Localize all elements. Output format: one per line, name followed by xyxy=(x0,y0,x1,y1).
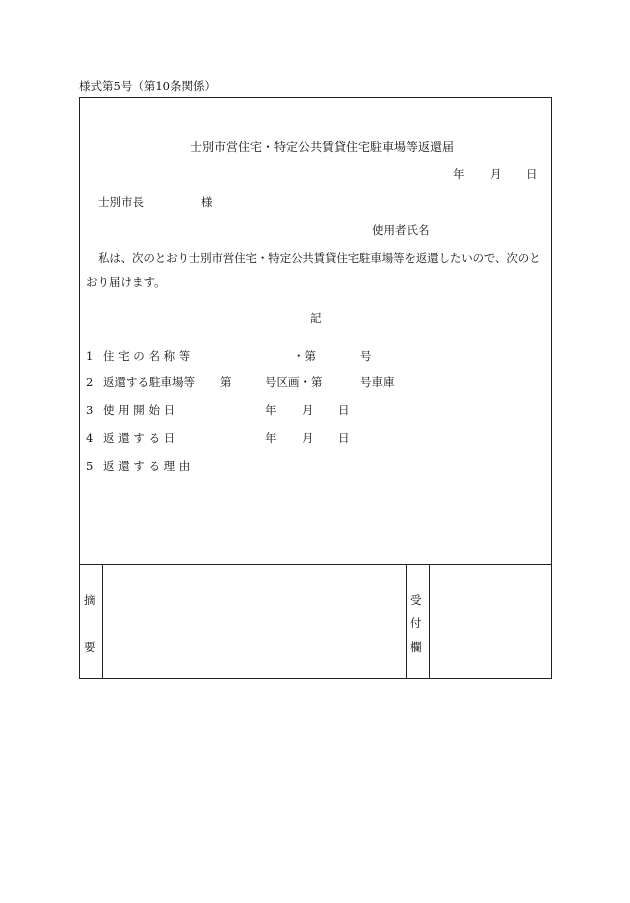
item4-year: 年 xyxy=(265,431,277,445)
item5-number: 5 xyxy=(86,459,94,473)
item1-number: 1 xyxy=(86,349,94,363)
footer-vline-3 xyxy=(429,564,430,678)
footer-divider xyxy=(80,564,551,565)
item4-month: 月 xyxy=(302,431,314,445)
summary-char-2: 要 xyxy=(84,640,96,654)
item2-part2: 号区画・第 xyxy=(265,375,323,389)
body-text-line1: 私は、次のとおり士別市営住宅・特定公共賃貸住宅駐車場等を返還したいので、次のと xyxy=(98,251,541,265)
item5-label: 返 還 す る 理 由 xyxy=(103,459,191,473)
item3-year: 年 xyxy=(265,403,277,417)
item1-part1: ・第 xyxy=(293,349,316,363)
item2-part1: 第 xyxy=(220,375,232,389)
date-day: 日 xyxy=(526,167,538,181)
item3-day: 日 xyxy=(338,403,350,417)
item3-number: 3 xyxy=(86,403,94,417)
body-text-line2: おり届けます。 xyxy=(86,275,166,289)
form-frame xyxy=(79,97,552,679)
reception-char-1: 受 xyxy=(410,593,422,607)
ki-heading: 記 xyxy=(310,311,322,325)
form-number-label: 様式第5号（第10条関係） xyxy=(79,79,216,93)
date-month: 月 xyxy=(490,167,502,181)
form-title: 士別市営住宅・特定公共賃貸住宅駐車場等返還届 xyxy=(190,140,455,154)
addressee-honorific: 様 xyxy=(201,195,213,209)
item3-label: 使 用 開 始 日 xyxy=(103,403,176,417)
item4-day: 日 xyxy=(338,431,350,445)
footer-vline-1 xyxy=(102,564,103,678)
item1-label: 住 宅 の 名 称 等 xyxy=(103,349,191,363)
reception-char-2: 付 xyxy=(410,616,422,630)
summary-char-1: 摘 xyxy=(84,593,96,607)
item4-number: 4 xyxy=(86,431,94,445)
item2-part3: 号車庫 xyxy=(360,375,395,389)
reception-char-3: 欄 xyxy=(410,640,422,654)
date-year: 年 xyxy=(453,167,465,181)
item3-month: 月 xyxy=(302,403,314,417)
footer-vline-2 xyxy=(406,564,407,678)
item2-label: 返還する駐車場等 xyxy=(103,375,195,389)
item1-part2: 号 xyxy=(360,349,372,363)
item2-number: 2 xyxy=(86,375,94,389)
addressee-name: 士別市長 xyxy=(98,195,144,209)
user-name-label: 使用者氏名 xyxy=(372,223,430,237)
item4-label: 返 還 す る 日 xyxy=(103,431,176,445)
